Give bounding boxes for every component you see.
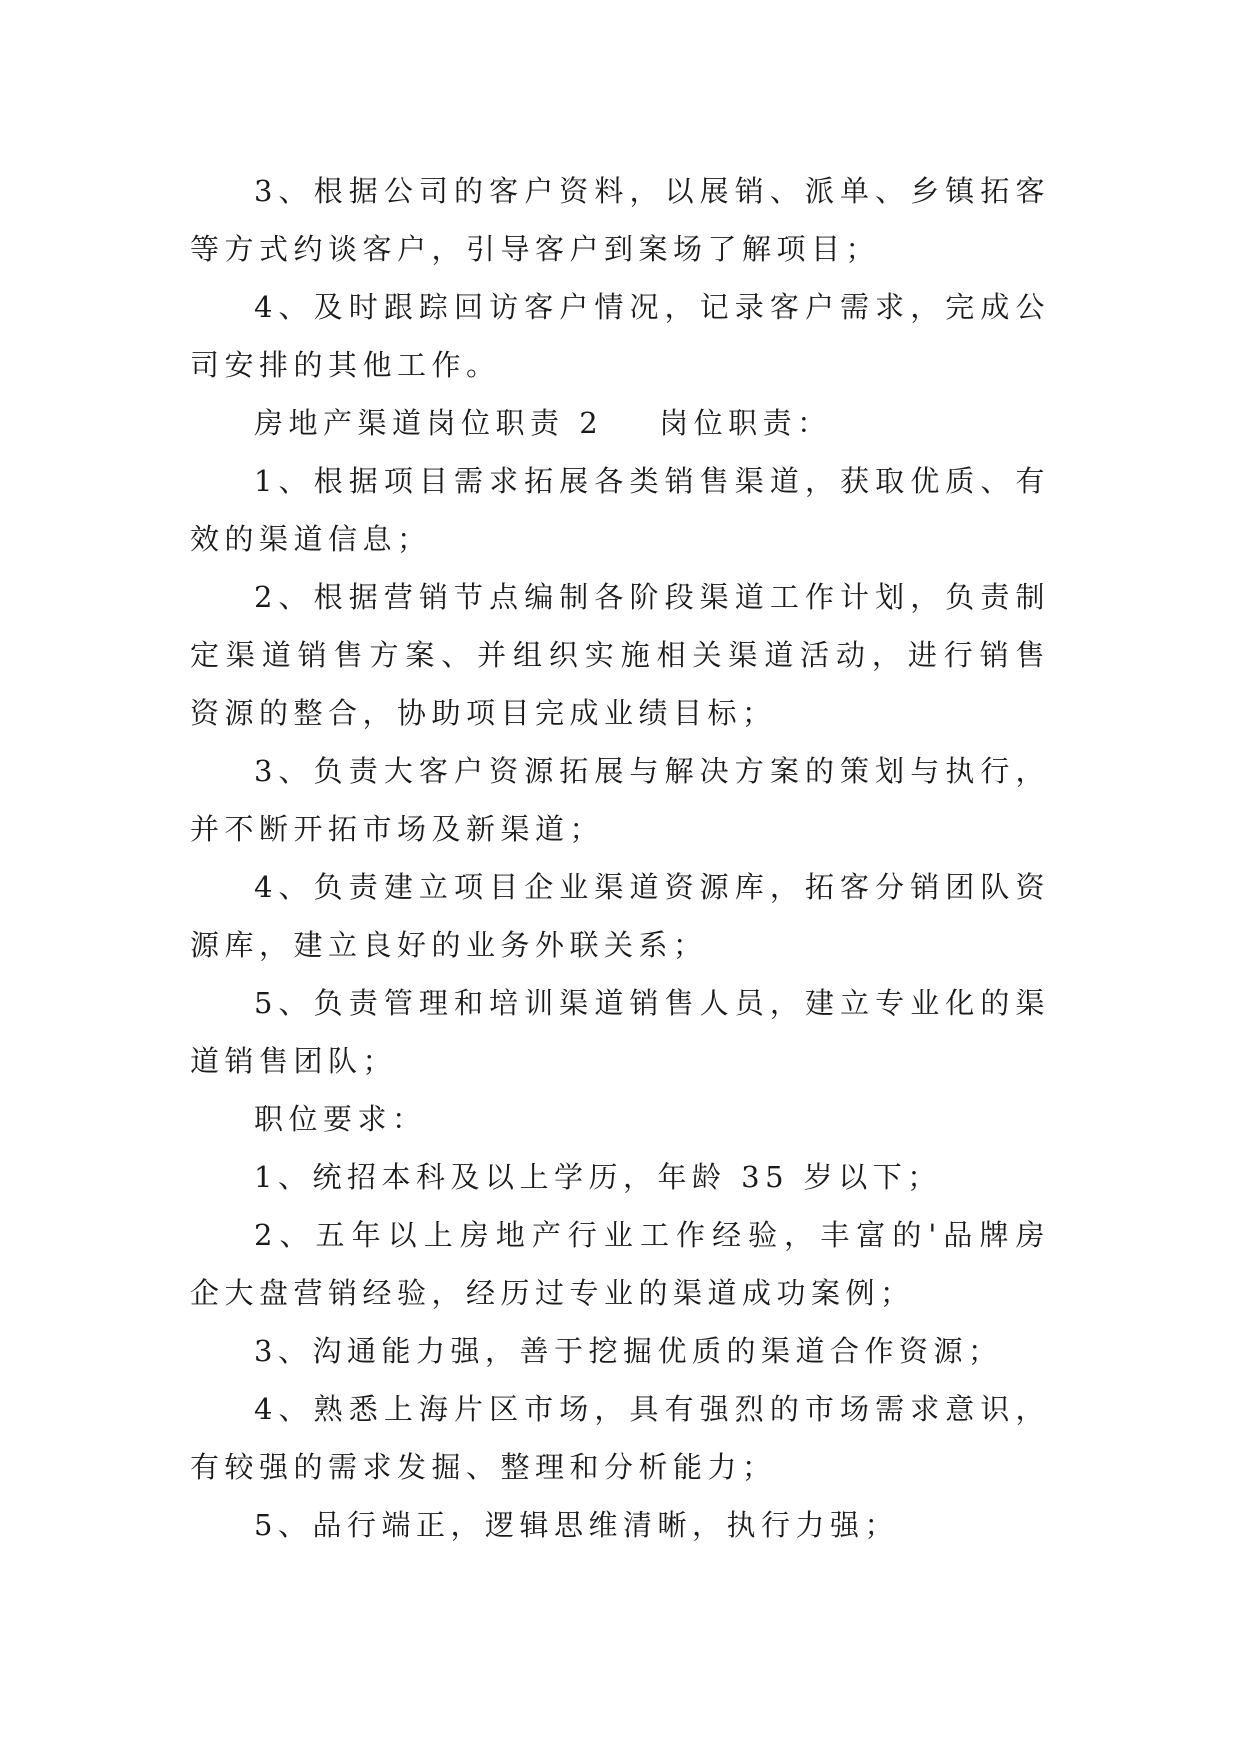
paragraph-duty-4: 4、负责建立项目企业渠道资源库，拓客分销团队资源库，建立良好的业务外联关系；: [190, 870, 1050, 962]
paragraph-duty-5: 5、负责管理和培训渠道销售人员，建立专业化的渠道销售团队；: [190, 986, 1050, 1078]
section-heading: [190, 394, 1050, 452]
paragraph-duty-3: 3、负责大客户资源拓展与解决方案的策划与执行，并不断开拓市场及新渠道；: [190, 754, 1050, 846]
paragraph-requirement-3: 3、沟通能力强，善于挖掘优质的渠道合作资源；: [254, 1334, 1003, 1368]
requirements-heading: 职位要求：: [254, 1102, 427, 1136]
paragraph-duty-1: 1、根据项目需求拓展各类销售渠道，获取优质、有效的渠道信息；: [190, 464, 1050, 556]
section-title: 房地产渠道岗位职责 2: [254, 406, 604, 440]
paragraph-requirement-5: 5、品行端正，逻辑思维清晰，执行力强；: [254, 1508, 899, 1542]
paragraph-duty-2: 2、根据营销节点编制各阶段渠道工作计划，负责制定渠道销售方案、并组织实施相关渠道活动，进行销售资源的整合，协助项目完成业绩目标；: [190, 580, 1050, 730]
paragraph-requirement-2: 2、五年以上房地产行业工作经验，丰富的'品牌房企大盘营销经验，经历过专业的渠道成功案例；: [190, 1218, 1050, 1310]
paragraph-customer-invitation: 3、根据公司的客户资料，以展销、派单、乡镇拓客等方式约谈客户，引导客户到案场了解项目；: [190, 174, 1050, 266]
document-body: [190, 162, 1050, 1554]
section-subtitle: 岗位职责：: [659, 406, 832, 440]
paragraph-requirement-4: 4、熟悉上海片区市场，具有强烈的市场需求意识，有较强的需求发掘、整理和分析能力；: [190, 1392, 1050, 1484]
paragraph-requirement-1: 1、统招本科及以上学历，年龄 35 岁以下；: [254, 1160, 942, 1194]
paragraph-follow-up: 4、及时跟踪回访客户情况，记录客户需求，完成公司安排的其他工作。: [190, 290, 1050, 382]
